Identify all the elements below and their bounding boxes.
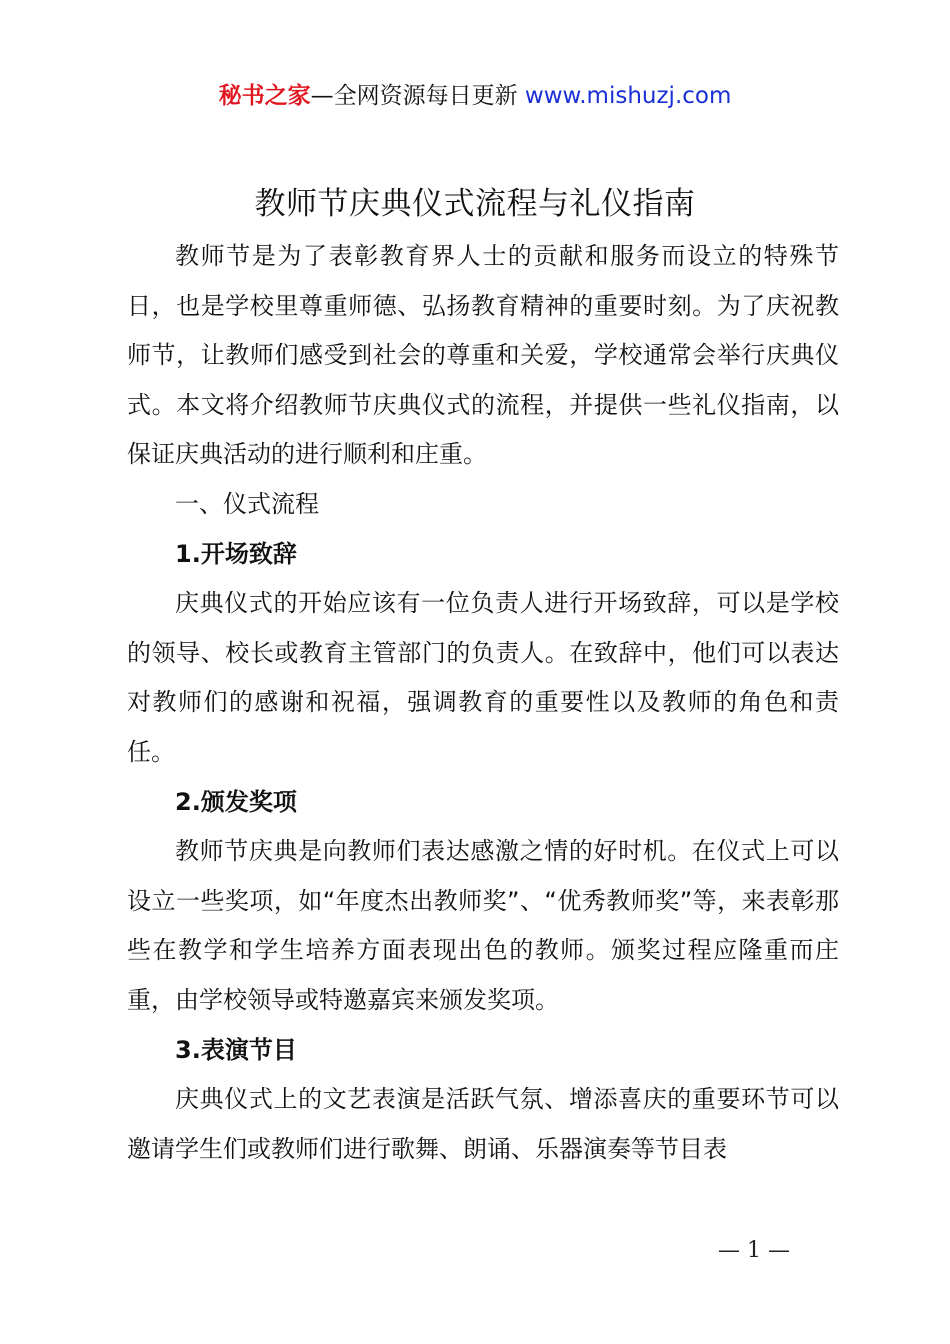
site-url-link[interactable]: www.mishuzj.com	[524, 83, 732, 109]
brand-name: 秘书之家	[218, 83, 311, 109]
intro-paragraph: 教师节是为了表彰教育界人士的贡献和服务而设立的特殊节日，也是学校里尊重师德、弘扬教育精神的重要时刻。为了庆祝教师节，让教师们感受到社会的尊重和关爱，学校通常会举行庆典仪式。本文将介绍教师节庆典仪式的流程，并提供一些礼仪指南，以保证庆典活动的进行顺利和庄重。	[127, 242, 839, 469]
subsection-heading-awards: 2.颁发奖项	[175, 787, 297, 816]
section-heading: 一、仪式流程	[175, 489, 319, 518]
document-title: 教师节庆典仪式流程与礼仪指南	[254, 186, 696, 222]
subsection-paragraph-awards: 教师节庆典是向教师们表达感激之情的好时机。在仪式上可以设立一些奖项，如“年度杰出教师奖”、“优秀教师奖”等，来表彰那些在教学和学生培养方面表现出色的教师。颁奖过程应隆重而庄重，由学校领导或特邀嘉宾来颁发奖项。	[127, 837, 839, 1014]
page-number: — 1 —	[718, 1238, 790, 1263]
subsection-heading-performances: 3.表演节目	[175, 1035, 297, 1064]
subsection-paragraph-performances: 庆典仪式上的文艺表演是活跃气氛、增添喜庆的重要环节可以邀请学生们或教师们进行歌舞、朗诵、乐器演奏等节目表	[127, 1085, 839, 1163]
header-tagline: —全网资源每日更新	[310, 83, 525, 109]
subsection-heading-opening-speech: 1.开场致辞	[175, 539, 297, 568]
site-header	[0, 80, 950, 112]
subsection-paragraph-opening-speech: 庆典仪式的开始应该有一位负责人进行开场致辞，可以是学校的领导、校长或教育主管部门的负责人。在致辞中，他们可以表达对教师们的感谢和祝福，强调教育的重要性以及教师的角色和责任。	[127, 589, 839, 766]
document-body	[127, 232, 839, 1174]
